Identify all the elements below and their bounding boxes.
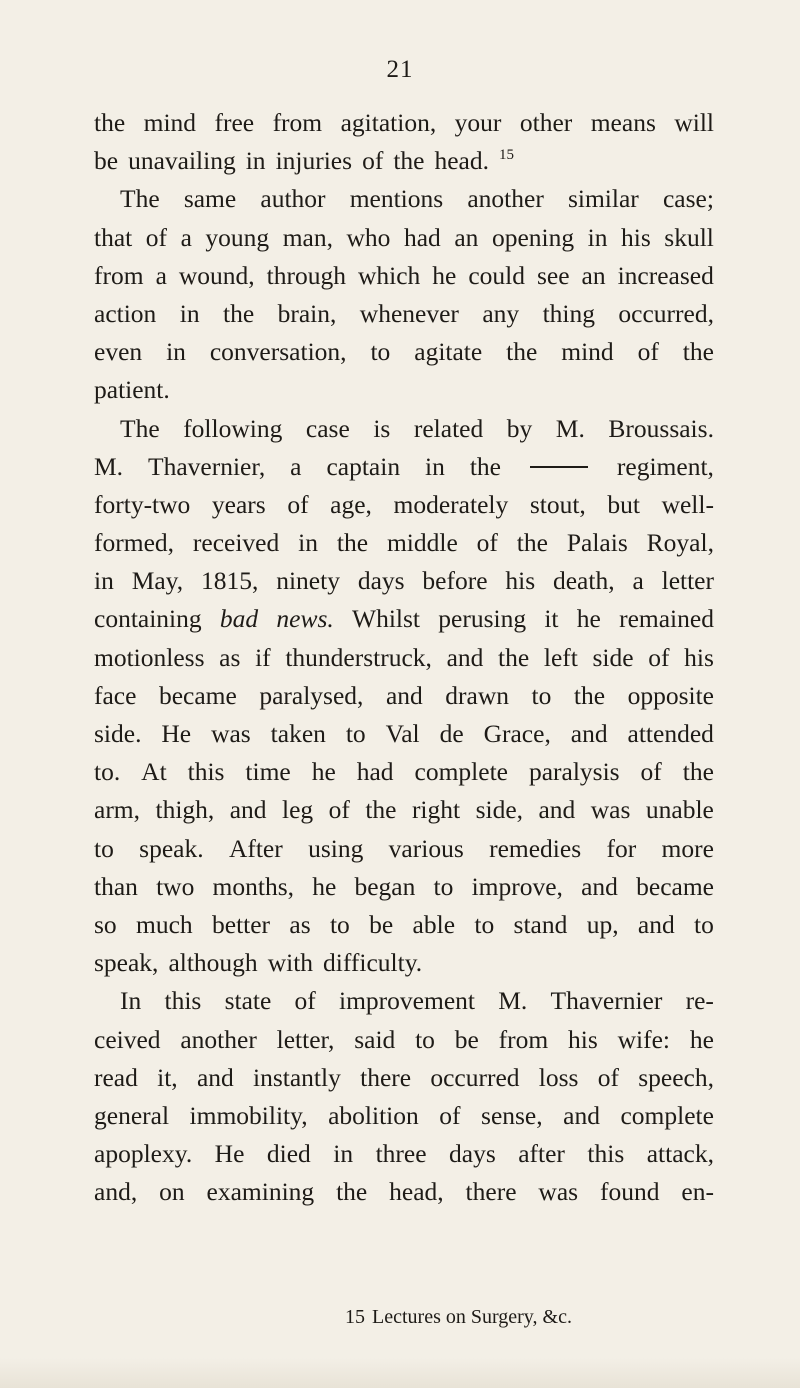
body-text [94, 108, 714, 1215]
word: The [120, 184, 160, 214]
word: whenever [359, 298, 459, 328]
word: in [166, 337, 186, 367]
word: head, [389, 1177, 444, 1207]
word: to [694, 909, 714, 939]
word: his [568, 1024, 598, 1054]
word: opening [491, 222, 575, 252]
word: be [454, 1024, 479, 1054]
word: face [94, 680, 137, 710]
word: your [454, 108, 502, 137]
text-line [94, 146, 714, 184]
word: days [449, 1139, 496, 1169]
word: Grace, [483, 719, 551, 748]
word: young [205, 222, 270, 252]
word: and [229, 795, 267, 825]
word: of [640, 757, 662, 787]
word: letter [661, 566, 714, 596]
word: means [590, 108, 656, 137]
word: there [360, 1062, 412, 1092]
word: had [403, 222, 441, 252]
word: and, [94, 1177, 138, 1207]
word: said [354, 1024, 396, 1054]
word: if [255, 642, 271, 672]
word: the [393, 146, 425, 176]
word: even [94, 337, 143, 367]
word: the [682, 337, 714, 367]
footnote-ref: 15 [498, 147, 514, 164]
word: wife: [617, 1024, 671, 1054]
word: in [333, 1139, 354, 1169]
text-line [94, 261, 714, 299]
text-line [94, 834, 714, 872]
word: side. [94, 719, 142, 748]
word: it, [157, 1062, 178, 1092]
text-line [94, 1139, 714, 1177]
word: the [223, 298, 255, 328]
text-line [94, 1101, 714, 1139]
word: case [305, 413, 350, 443]
word: of [648, 642, 670, 672]
word: left [543, 642, 578, 672]
word: well- [661, 489, 714, 519]
word: conversation, [209, 337, 347, 367]
word: who [346, 222, 391, 252]
word: free [214, 108, 255, 137]
word: injuries [275, 146, 353, 176]
text-line [94, 452, 714, 490]
footnote-text: Lectures on Surgery, &c. [372, 1306, 572, 1328]
word: ceived [94, 1024, 161, 1054]
word: began [354, 871, 416, 901]
word: bad [219, 604, 259, 634]
word: after [518, 1139, 565, 1169]
text-line [94, 108, 714, 146]
word: this [587, 1139, 625, 1169]
word: his [684, 642, 714, 672]
footnote [345, 1306, 579, 1329]
word: instantly [253, 1062, 341, 1092]
text-line [94, 566, 714, 604]
word: At [141, 757, 167, 787]
word: The [120, 413, 160, 443]
word: death, [552, 566, 615, 596]
word: 1815, [201, 566, 259, 596]
word: He [214, 1139, 245, 1169]
word: arm, [94, 795, 141, 825]
word: it [544, 604, 559, 634]
word: M. [498, 986, 528, 1016]
word: man, [282, 222, 333, 252]
word: of [476, 528, 498, 558]
word: of [362, 146, 384, 176]
word: similar [567, 184, 639, 214]
word: stand [513, 909, 568, 939]
word: speak, [94, 948, 159, 978]
word: he [312, 871, 337, 901]
text-line [94, 1025, 714, 1063]
word: May, [131, 566, 184, 596]
word: in [587, 222, 608, 252]
word: could [468, 260, 525, 290]
word: that [94, 222, 133, 252]
word: and [385, 680, 423, 710]
word: regiment, [616, 451, 714, 481]
word: he [311, 757, 336, 787]
text-line [94, 719, 714, 757]
word: as [219, 642, 241, 672]
text-line [94, 337, 714, 375]
word: agitate [414, 337, 483, 367]
blank-dash [530, 466, 588, 468]
word: Thavernier [550, 986, 663, 1016]
word: there [465, 1177, 517, 1207]
word: of [597, 1062, 619, 1092]
word: of [287, 489, 309, 519]
page-number: 21 [386, 56, 414, 83]
word: which [357, 260, 421, 290]
word: sense, [481, 1100, 543, 1130]
word: another [180, 1024, 257, 1054]
word: letter, [276, 1024, 335, 1054]
word: Val [385, 719, 420, 748]
word: unavailing [128, 146, 236, 176]
text-line [94, 375, 714, 413]
word: occurred [430, 1062, 520, 1092]
word: the [336, 1177, 368, 1207]
word: de [439, 719, 464, 748]
word: his [621, 222, 651, 252]
word: on [159, 1177, 185, 1207]
word: mind [561, 337, 614, 367]
word: M. [555, 413, 585, 443]
word: time [245, 757, 291, 787]
text-line [94, 184, 714, 222]
word: although [168, 948, 258, 978]
word: and [446, 642, 484, 672]
text-line [94, 795, 714, 833]
word: in [298, 528, 318, 558]
word: opposite [627, 680, 714, 710]
word: increased [617, 260, 714, 290]
text-line [94, 757, 714, 795]
word: apoplexy. [94, 1139, 193, 1169]
word: agitation, [340, 108, 437, 137]
word: be [94, 146, 119, 176]
word: for [606, 833, 637, 863]
word: became [158, 680, 237, 710]
word: than [94, 871, 138, 901]
word: loss [538, 1062, 579, 1092]
word: of [637, 337, 659, 367]
word: the [365, 795, 397, 825]
word: in [245, 146, 266, 176]
word: from [498, 1024, 549, 1054]
word: up, [586, 909, 619, 939]
word: he [432, 260, 457, 290]
word: forty-two [94, 489, 191, 519]
word: attended [627, 719, 714, 748]
text-line [94, 910, 714, 948]
word: of [294, 986, 316, 1016]
text-line [94, 872, 714, 910]
word: the [498, 642, 530, 672]
word: Broussais. [608, 413, 714, 443]
word: using [308, 833, 364, 863]
word: complete [620, 1100, 714, 1130]
word: to [415, 1024, 435, 1054]
word: In [120, 986, 142, 1016]
word: Palais [566, 528, 628, 558]
word: After [228, 833, 283, 863]
word: with [267, 948, 314, 978]
word: head. [434, 146, 489, 176]
word: his [505, 566, 536, 596]
word: to [433, 871, 454, 901]
text-line [94, 1063, 714, 1101]
word: state [224, 986, 272, 1016]
word: from [272, 108, 323, 137]
word: Thavernier, [148, 451, 266, 481]
word: moderately [393, 489, 509, 519]
word: to [345, 719, 366, 748]
word: en- [681, 1177, 714, 1207]
word: M. [94, 451, 124, 481]
word: and [581, 871, 618, 901]
word: a [632, 566, 644, 596]
word: skull [664, 222, 714, 252]
word: had [356, 757, 394, 787]
word: of [439, 1100, 461, 1130]
word: examining [206, 1177, 315, 1207]
text-line [94, 1177, 714, 1215]
text-line [94, 604, 714, 642]
text-line [94, 528, 714, 566]
word: in [425, 451, 445, 481]
text-line [94, 681, 714, 719]
word: case; [662, 184, 714, 214]
word: Royal, [646, 528, 714, 558]
word: motionless [94, 642, 205, 672]
word: related [413, 413, 484, 443]
word: drawn [445, 680, 510, 710]
word: remained [619, 604, 714, 634]
word: thing [542, 298, 595, 328]
word: was [211, 719, 251, 748]
word: to [329, 909, 350, 939]
word: attack, [646, 1139, 714, 1169]
word: by [506, 413, 533, 443]
word: will [674, 108, 714, 137]
word: in [94, 566, 114, 596]
word: other [519, 108, 573, 137]
word: patient. [94, 375, 170, 405]
word: in [179, 298, 200, 328]
word: to. [94, 757, 121, 787]
word: and [637, 909, 675, 939]
word: and [196, 1062, 234, 1092]
word: thigh, [155, 795, 215, 825]
word: unable [645, 795, 714, 825]
text-line [94, 948, 714, 986]
word: to [474, 909, 495, 939]
word: abolition [328, 1100, 419, 1130]
word: occurred, [618, 298, 714, 328]
word: better [212, 909, 271, 939]
word: news. [276, 604, 334, 634]
word: side, [475, 795, 524, 825]
page-edge-shadow [0, 1358, 800, 1388]
word: days [357, 566, 405, 596]
word: right [411, 795, 461, 825]
word: months, [212, 871, 294, 901]
word: immobility, [189, 1100, 308, 1130]
word: middle [386, 528, 458, 558]
word: able [412, 909, 456, 939]
word: difficulty. [323, 948, 423, 978]
word: this [187, 757, 225, 787]
word: to [94, 833, 114, 863]
word: he [576, 604, 601, 634]
text-line [94, 986, 714, 1024]
word: general [94, 1100, 170, 1130]
word: more [661, 833, 714, 863]
word: an [454, 222, 479, 252]
word: he [689, 1024, 714, 1054]
word: and [570, 719, 608, 748]
word: brain, [277, 298, 337, 328]
text-line [94, 414, 714, 452]
word: much [136, 909, 193, 939]
word: see [536, 260, 570, 290]
word: improve, [471, 871, 563, 901]
word: found [600, 1177, 660, 1207]
text-line [94, 490, 714, 528]
text-line [94, 299, 714, 337]
word: speak. [139, 833, 204, 863]
word: action [94, 298, 157, 328]
word: read [94, 1062, 138, 1092]
word: ninety [276, 566, 340, 596]
word: He [161, 719, 192, 748]
word: mind [143, 108, 197, 137]
word: and [563, 1100, 600, 1130]
word: thunderstruck, [285, 642, 432, 672]
footnote-number: 15 [345, 1306, 365, 1328]
word: before [422, 566, 488, 596]
word: to [370, 337, 391, 367]
word: author [260, 184, 326, 214]
word: years [211, 489, 266, 519]
word: perusing [438, 604, 527, 634]
text-line [94, 223, 714, 261]
word: stout, [529, 489, 586, 519]
word: was [538, 1177, 579, 1207]
word: leg [282, 795, 314, 825]
word: the [682, 757, 714, 787]
word: taken [270, 719, 326, 748]
word: Whilst [352, 604, 421, 634]
word: containing [94, 604, 202, 634]
word: two [156, 871, 195, 901]
word: various [388, 833, 464, 863]
word: the [506, 337, 538, 367]
word: was [590, 795, 631, 825]
word: the [336, 528, 369, 558]
word: the [94, 108, 126, 137]
word: be [369, 909, 394, 939]
word: the [573, 680, 606, 710]
word: another [467, 184, 544, 214]
word: received [192, 528, 280, 558]
word: through [266, 260, 346, 290]
word: three [375, 1139, 427, 1169]
word: speech, [638, 1062, 714, 1092]
word: mentions [349, 184, 444, 214]
word: improvement [339, 986, 475, 1016]
word: remedies [489, 833, 582, 863]
word: paralysed, [259, 680, 364, 710]
word: an [581, 260, 606, 290]
word: paralysis [528, 757, 620, 787]
word: from [94, 260, 144, 290]
word: became [636, 871, 714, 901]
word: as [289, 909, 311, 939]
word: any [482, 298, 520, 328]
word: this [164, 986, 202, 1016]
word: a [290, 451, 302, 481]
word: of [145, 222, 168, 252]
text-line [94, 643, 714, 681]
word: side [592, 642, 634, 672]
word: same [183, 184, 237, 214]
word: complete [414, 757, 508, 787]
word: re- [685, 986, 714, 1016]
word: captain [326, 451, 401, 481]
word: following [183, 413, 283, 443]
word: formed, [94, 528, 175, 558]
word: of [328, 795, 350, 825]
word: died [266, 1139, 311, 1169]
word: so [94, 909, 117, 939]
word: a [155, 260, 167, 290]
word: and [538, 795, 576, 825]
word: the [516, 528, 548, 558]
word: age, [330, 489, 372, 519]
word: the [469, 451, 501, 481]
word: wound, [178, 260, 255, 290]
word: is [373, 413, 391, 443]
word: a [180, 222, 192, 252]
word: but [607, 489, 640, 519]
word: to [531, 680, 552, 710]
